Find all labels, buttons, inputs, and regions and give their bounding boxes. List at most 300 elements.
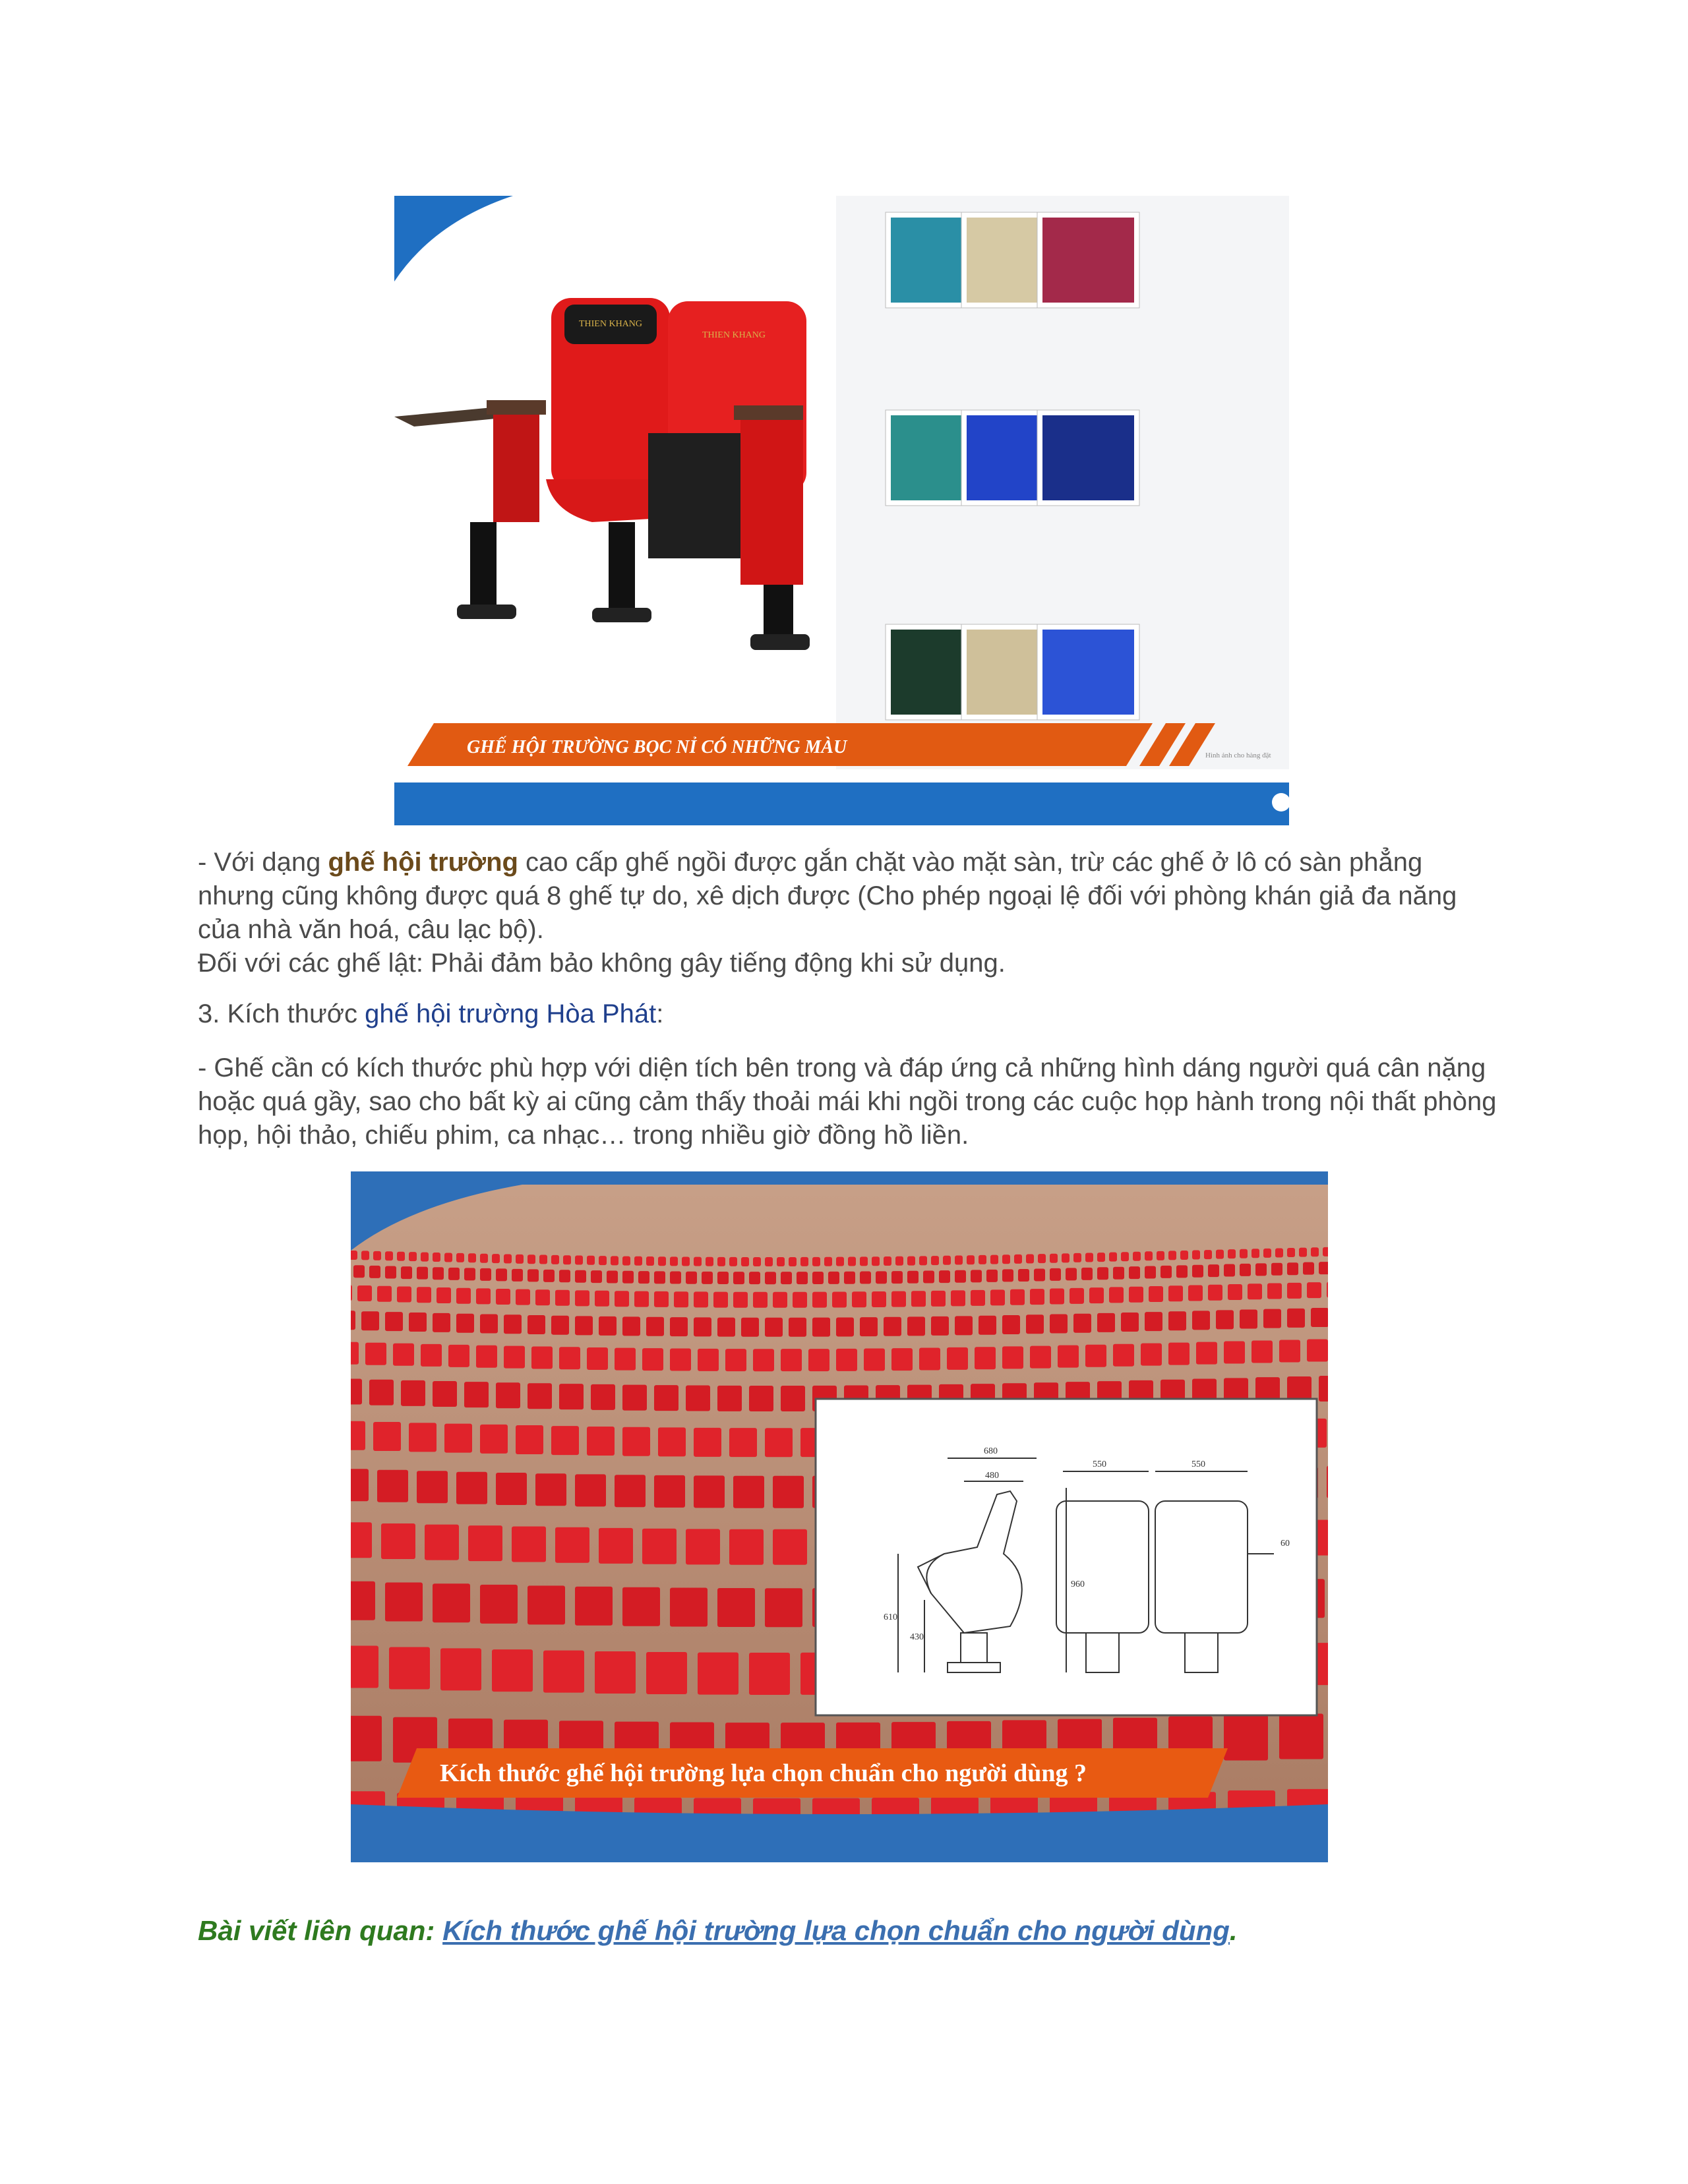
auditorium-seat [971, 1270, 982, 1282]
auditorium-seat [591, 1270, 602, 1283]
auditorium-seat [979, 1316, 996, 1335]
auditorium-seat [528, 1254, 535, 1264]
auditorium-seat [385, 1312, 403, 1331]
auditorium-seat [528, 1315, 545, 1334]
auditorium-seat [369, 1266, 380, 1278]
auditorium-seat [781, 1349, 802, 1371]
auditorium-seat [1097, 1253, 1105, 1262]
auditorium-seat [417, 1267, 428, 1280]
chair-color-image [394, 196, 1289, 825]
color-swatch [1042, 630, 1134, 715]
auditorium-seat [789, 1257, 797, 1266]
auditorium-seat [1050, 1289, 1064, 1305]
watermark-text: Hình ảnh cho hàng đặt [1205, 752, 1271, 759]
auditorium-seat [1141, 1343, 1162, 1366]
banner-text: GHẾ HỘI TRƯỜNG BỌC NỈ CÓ NHỮNG MÀU [467, 737, 847, 757]
auditorium-seat [765, 1428, 793, 1457]
auditorium-seat [611, 1256, 618, 1265]
auditorium-seat [1287, 1283, 1302, 1299]
auditorium-seat [417, 1287, 431, 1303]
auditorium-seat [872, 1256, 880, 1266]
auditorium-seat [1240, 1310, 1257, 1329]
auditorium-seat [563, 1255, 571, 1264]
auditorium-seat [373, 1251, 381, 1260]
auditorium-seat [480, 1314, 498, 1334]
auditorium-seat [654, 1475, 685, 1508]
auditorium-seat [931, 1256, 939, 1265]
auditorium-seat [492, 1254, 500, 1263]
auditorium-seat [496, 1473, 527, 1505]
auditorium-seat [535, 1473, 566, 1506]
auditorium-seat [1121, 1313, 1139, 1332]
auditorium-seat [353, 1265, 365, 1278]
auditorium-seat [440, 1648, 481, 1690]
auditorium-seat [725, 1349, 746, 1371]
auditorium-seat [1188, 1285, 1203, 1301]
paragraph-size [198, 1051, 1503, 1152]
auditorium-seat [1002, 1315, 1020, 1334]
auditorium-seat [516, 1289, 530, 1305]
auditorium-seat [923, 1270, 934, 1283]
auditorium-seat [1303, 1262, 1314, 1275]
auditorium-seat [781, 1272, 792, 1284]
auditorium-seat [351, 1581, 375, 1620]
auditorium-seat [373, 1422, 401, 1451]
auditorium-seat [401, 1266, 412, 1279]
link-ghe-hoi-truong-hoa-phat[interactable]: ghế hội trường Hòa Phát [365, 999, 657, 1028]
auditorium-seat [496, 1382, 520, 1408]
auditorium-seat [1279, 1714, 1323, 1759]
auditorium-seat [385, 1251, 393, 1260]
auditorium-seat [587, 1256, 595, 1265]
auditorium-seat [575, 1474, 606, 1506]
auditorium-seat [492, 1649, 533, 1692]
auditorium-seat [979, 1255, 986, 1264]
auditorium-seat [1279, 1340, 1300, 1363]
auditorium-seat [947, 1347, 968, 1370]
auditorium-seat [444, 1253, 452, 1262]
color-swatch [1042, 415, 1134, 500]
auditorium-seat [702, 1272, 713, 1284]
auditorium-seat [694, 1475, 725, 1508]
auditorium-seat [919, 1256, 927, 1265]
dim-550-left: 550 [1093, 1460, 1106, 1469]
auditorium-seat [1030, 1346, 1051, 1369]
auditorium-seat [939, 1270, 950, 1283]
auditorium-seat [765, 1257, 773, 1266]
auditorium-seat [1263, 1309, 1281, 1328]
auditorium-seat [1034, 1268, 1045, 1281]
auditorium-seat [1216, 1310, 1234, 1329]
auditorium-seat [1176, 1265, 1188, 1278]
auditorium-seat [1157, 1251, 1164, 1260]
auditorium-seat [622, 1271, 634, 1284]
auditorium-seat [765, 1272, 776, 1284]
auditorium-seat [872, 1291, 886, 1307]
auditorium-seat [1050, 1314, 1068, 1334]
auditorium-seat [535, 1289, 550, 1305]
auditorium-seat [575, 1256, 583, 1265]
auditorium-seat [575, 1316, 593, 1335]
auditorium-seat [749, 1272, 760, 1284]
auditorium-seat [812, 1318, 830, 1337]
auditorium-seat [1248, 1284, 1262, 1299]
auditorium-seat [753, 1292, 768, 1308]
auditorium-seat [425, 1525, 459, 1560]
auditorium-seat [421, 1344, 442, 1367]
auditorium-seat [634, 1291, 649, 1307]
auditorium-seat [448, 1268, 460, 1280]
auditorium-seat [381, 1523, 415, 1559]
auditorium-seat [504, 1314, 522, 1334]
auditorium-seat [654, 1385, 678, 1411]
auditorium-seat [860, 1317, 878, 1336]
auditorium-seat [1038, 1254, 1046, 1263]
auditorium-seat [512, 1527, 546, 1562]
auditorium-seat [1129, 1266, 1140, 1279]
auditorium-seat [1062, 1253, 1070, 1262]
auditorium-seat [1319, 1376, 1328, 1402]
auditorium-seat [1030, 1289, 1044, 1305]
auditorium-seat [622, 1256, 630, 1266]
auditorium-seat [1002, 1254, 1010, 1264]
auditorium-seat [733, 1272, 744, 1284]
auditorium-seat [694, 1257, 702, 1266]
auditorium-seat [1145, 1312, 1162, 1331]
para1-text: cao cấp ghế ngồi được gắn chặt vào mặt sàn, trừ các ghế ở lô có sàn phẳng nhưng cũng không được quá 8 ghế tự do, xê dịch được (Cho phép ngoại lệ đối với phòng khán giả đa năng của nhà văn hoá, câu lạc bộ). [198, 848, 1457, 944]
auditorium-seat [646, 1256, 654, 1266]
auditorium-seat [1073, 1253, 1081, 1262]
auditorium-seat [1168, 1311, 1186, 1330]
dim-610: 610 [884, 1612, 897, 1622]
auditorium-seat [698, 1349, 719, 1371]
auditorium-seat [891, 1271, 903, 1284]
auditorium-seat [448, 1345, 469, 1367]
auditorium-seat [836, 1257, 844, 1266]
auditorium-seat [654, 1291, 669, 1307]
auditorium-seat [1208, 1264, 1219, 1277]
auditorium-seat [895, 1256, 903, 1266]
auditorium-seat [377, 1286, 392, 1302]
auditorium-seat [480, 1585, 518, 1624]
auditorium-seat [421, 1253, 429, 1262]
keyword-ghe-hoi-truong[interactable]: ghế hội trường [328, 848, 518, 877]
auditorium-seat [670, 1272, 681, 1284]
related-label: Bài viết liên quan: [198, 1915, 443, 1946]
auditorium-seat [351, 1342, 359, 1365]
auditorium-seat [717, 1272, 729, 1284]
auditorium-seat [385, 1582, 423, 1621]
auditorium-seat [773, 1292, 787, 1308]
auditorium-seat [559, 1270, 570, 1282]
heading3-prefix: 3. Kích thước [198, 999, 365, 1028]
auditorium-seat [351, 1379, 362, 1405]
auditorium-seat [559, 1347, 580, 1369]
auditorium-seat [797, 1272, 808, 1284]
auditorium-seat [456, 1472, 487, 1504]
auditorium-seat [409, 1423, 437, 1452]
auditorium-seat [686, 1529, 720, 1564]
auditorium-seat [464, 1268, 475, 1280]
auditorium-seat [713, 1292, 728, 1308]
auditorium-seat [646, 1317, 664, 1336]
auditorium-seat [1275, 1248, 1283, 1257]
auditorium-seat [555, 1527, 589, 1563]
auditorium-seat [504, 1254, 512, 1263]
auditorium-seat [1228, 1284, 1242, 1300]
auditorium-seat [531, 1347, 553, 1369]
auditorium-seat [1263, 1249, 1271, 1258]
auditorium-seat [694, 1428, 721, 1457]
auditorium-seat [1228, 1249, 1236, 1258]
auditorium-seat [496, 1268, 507, 1281]
auditorium-seat [496, 1289, 510, 1305]
dimension-drawing [816, 1399, 1317, 1715]
auditorium-seat [615, 1475, 646, 1507]
auditorium-seat [777, 1257, 785, 1266]
auditorium-seat [599, 1316, 617, 1336]
auditorium-seat [733, 1292, 748, 1308]
auditorium-seat [433, 1313, 450, 1332]
banner2-text: Kích thước ghế hội trường lựa chọn chuẩn cho người dùng ? [440, 1759, 1087, 1787]
auditorium-seat [539, 1255, 547, 1264]
auditorium-seat [1196, 1342, 1217, 1365]
auditorium-seat [860, 1272, 871, 1284]
auditorium-seat [824, 1257, 832, 1266]
auditorium-seat [1299, 1248, 1307, 1257]
related-suffix: . [1229, 1915, 1238, 1946]
auditorium-seat [1192, 1265, 1203, 1278]
auditorium-seat [907, 1271, 919, 1284]
auditorium-seat [812, 1272, 824, 1284]
auditorium-seat [1311, 1247, 1319, 1256]
dim-430: 430 [910, 1632, 924, 1642]
para1-line2: Đối với các ghế lật: Phải đảm bảo không gây tiếng động khi sử dụng. [198, 949, 1006, 978]
auditorium-seat [907, 1256, 915, 1266]
auditorium-seat [642, 1348, 663, 1371]
auditorium-seat [828, 1272, 839, 1284]
auditorium-seat [595, 1651, 636, 1694]
auditorium-seat [361, 1251, 369, 1260]
auditorium-seat [543, 1270, 555, 1282]
auditorium-seat [971, 1290, 985, 1306]
auditorium-seat [351, 1716, 382, 1761]
auditorium-seat [393, 1343, 414, 1366]
auditorium-seat [765, 1588, 802, 1627]
auditorium-seat [686, 1386, 710, 1411]
seat-brand-label: THIEN KHANG [578, 319, 643, 329]
auditorium-seat [551, 1316, 569, 1335]
swatch-grid [886, 212, 1139, 720]
auditorium-seat [773, 1529, 807, 1565]
auditorium-seat [1002, 1346, 1023, 1369]
seat-brand-label-2: THIEN KHANG [702, 330, 766, 340]
auditorium-seat [1109, 1253, 1117, 1262]
auditorium-image [351, 1171, 1328, 1862]
auditorium-seat [1319, 1262, 1328, 1274]
auditorium-seat [911, 1291, 926, 1307]
auditorium-seat [1109, 1287, 1124, 1303]
auditorium-seat [1208, 1285, 1222, 1301]
auditorium-seat [433, 1583, 470, 1622]
auditorium-seat [587, 1427, 615, 1456]
auditorium-seat [686, 1272, 697, 1284]
auditorium-seat [1323, 1247, 1328, 1256]
auditorium-seat [480, 1254, 488, 1263]
auditorium-seat [599, 1528, 633, 1564]
auditorium-seat [836, 1349, 857, 1371]
auditorium-seat [464, 1382, 489, 1407]
auditorium-seat [1002, 1269, 1013, 1282]
auditorium-seat [793, 1292, 807, 1308]
auditorium-seat [943, 1256, 951, 1265]
auditorium-seat [864, 1349, 885, 1371]
auditorium-seat [397, 1252, 405, 1261]
auditorium-seat [1113, 1344, 1134, 1367]
auditorium-seat [543, 1651, 584, 1693]
auditorium-seat [357, 1285, 372, 1301]
auditorium-seat [351, 1469, 369, 1501]
auditorium-seat [1192, 1251, 1200, 1260]
auditorium-seat [1097, 1267, 1108, 1280]
related-article [198, 1915, 1238, 1947]
auditorium-seat [642, 1529, 677, 1564]
auditorium-seat [622, 1316, 640, 1336]
auditorium-seat [1224, 1264, 1235, 1277]
auditorium-seat [377, 1470, 408, 1502]
auditorium-seat [575, 1290, 589, 1306]
auditorium-seat [753, 1349, 774, 1371]
para1-prefix: - Với dạng [198, 848, 328, 877]
auditorium-seat [417, 1471, 448, 1503]
auditorium-seat [1204, 1250, 1212, 1259]
auditorium-seat [1287, 1262, 1298, 1275]
auditorium-seat [990, 1255, 998, 1264]
auditorium-seat [1050, 1268, 1061, 1281]
auditorium-seat [1058, 1345, 1079, 1368]
auditorium-seat [468, 1253, 476, 1262]
auditorium-seat [437, 1287, 451, 1303]
auditorium-seat [622, 1427, 650, 1456]
auditorium-seat [555, 1290, 570, 1306]
auditorium-seat [852, 1291, 866, 1307]
auditorium-seat [749, 1386, 773, 1411]
auditorium-seat [615, 1291, 629, 1307]
auditorium-seat [1129, 1287, 1143, 1303]
auditorium-seat [1026, 1314, 1044, 1334]
auditorium-seat [1327, 1282, 1328, 1298]
auditorium-seat [351, 1522, 372, 1558]
auditorium-seat [706, 1257, 713, 1266]
auditorium-seat [670, 1588, 708, 1627]
auditorium-seat [1240, 1249, 1248, 1258]
auditorium-seat [717, 1588, 755, 1627]
auditorium-seat [646, 1652, 687, 1694]
auditorium-seat [351, 1646, 378, 1688]
auditorium-seat [1240, 1264, 1251, 1276]
dim-60: 60 [1281, 1539, 1290, 1549]
auditorium-seat [733, 1476, 764, 1508]
auditorium-seat [433, 1267, 444, 1280]
auditorium-seat [516, 1254, 524, 1264]
auditorium-illustration [351, 1171, 1328, 1862]
auditorium-seat [1089, 1287, 1104, 1303]
auditorium-seat [365, 1343, 386, 1365]
auditorium-seat [1168, 1343, 1190, 1365]
auditorium-seat [1010, 1289, 1025, 1305]
auditorium-seat [351, 1251, 357, 1260]
auditorium-seat [765, 1318, 783, 1337]
related-article-link[interactable]: Kích thước ghế hội trường lựa chọn chuẩn cho người dùng [442, 1915, 1230, 1946]
auditorium-seat [986, 1270, 998, 1282]
auditorium-seat [1267, 1284, 1282, 1299]
auditorium-seat [595, 1291, 609, 1307]
auditorium-seat [1085, 1345, 1106, 1367]
auditorium-seat [1073, 1314, 1091, 1333]
auditorium-seat [1026, 1254, 1034, 1263]
auditorium-seat [670, 1317, 688, 1336]
auditorium-seat [607, 1270, 618, 1283]
auditorium-seat [729, 1529, 764, 1565]
auditorium-seat [1327, 1466, 1328, 1498]
auditorium-seat [670, 1256, 678, 1266]
auditorium-seat [1287, 1248, 1295, 1257]
auditorium-seat [480, 1268, 491, 1281]
section-heading-3 [198, 997, 1503, 1031]
auditorium-seat [951, 1290, 965, 1306]
auditorium-seat [832, 1291, 847, 1307]
auditorium-seat [955, 1256, 963, 1265]
auditorium-seat [361, 1311, 379, 1330]
auditorium-seat [622, 1587, 660, 1626]
auditorium-seat [674, 1291, 688, 1307]
dim-680: 680 [984, 1446, 998, 1456]
auditorium-seat [385, 1266, 396, 1278]
auditorium-seat [351, 1311, 355, 1330]
auditorium-seat [575, 1587, 613, 1626]
auditorium-seat [1255, 1263, 1267, 1276]
auditorium-seat [1145, 1266, 1156, 1279]
auditorium-seat [1224, 1342, 1245, 1364]
auditorium-seat [1287, 1309, 1305, 1328]
auditorium-seat [480, 1425, 508, 1454]
auditorium-seat [1113, 1267, 1124, 1280]
auditorium-seat [351, 1285, 352, 1301]
auditorium-seat [848, 1257, 856, 1266]
auditorium-seat [717, 1257, 725, 1266]
auditorium-seat [698, 1653, 738, 1695]
auditorium-seat [891, 1291, 906, 1307]
auditorium-seat [1271, 1263, 1282, 1276]
chair-color-illustration [394, 196, 1289, 825]
auditorium-seat [587, 1347, 608, 1370]
auditorium-seat [551, 1255, 559, 1264]
auditorium-seat [844, 1272, 855, 1284]
auditorium-seat [456, 1314, 474, 1333]
paragraph-seating [198, 846, 1503, 980]
auditorium-seat [476, 1345, 497, 1368]
auditorium-seat [789, 1318, 806, 1337]
auditorium-seat [990, 1289, 1005, 1305]
auditorium-seat [1145, 1251, 1153, 1260]
auditorium-seat [409, 1313, 427, 1332]
auditorium-seat [1251, 1249, 1259, 1258]
auditorium-seat [967, 1255, 975, 1264]
auditorium-seat [591, 1384, 615, 1410]
auditorium-seat [884, 1317, 901, 1336]
auditorium-seat [1311, 1308, 1328, 1327]
auditorium-seat [658, 1427, 686, 1456]
